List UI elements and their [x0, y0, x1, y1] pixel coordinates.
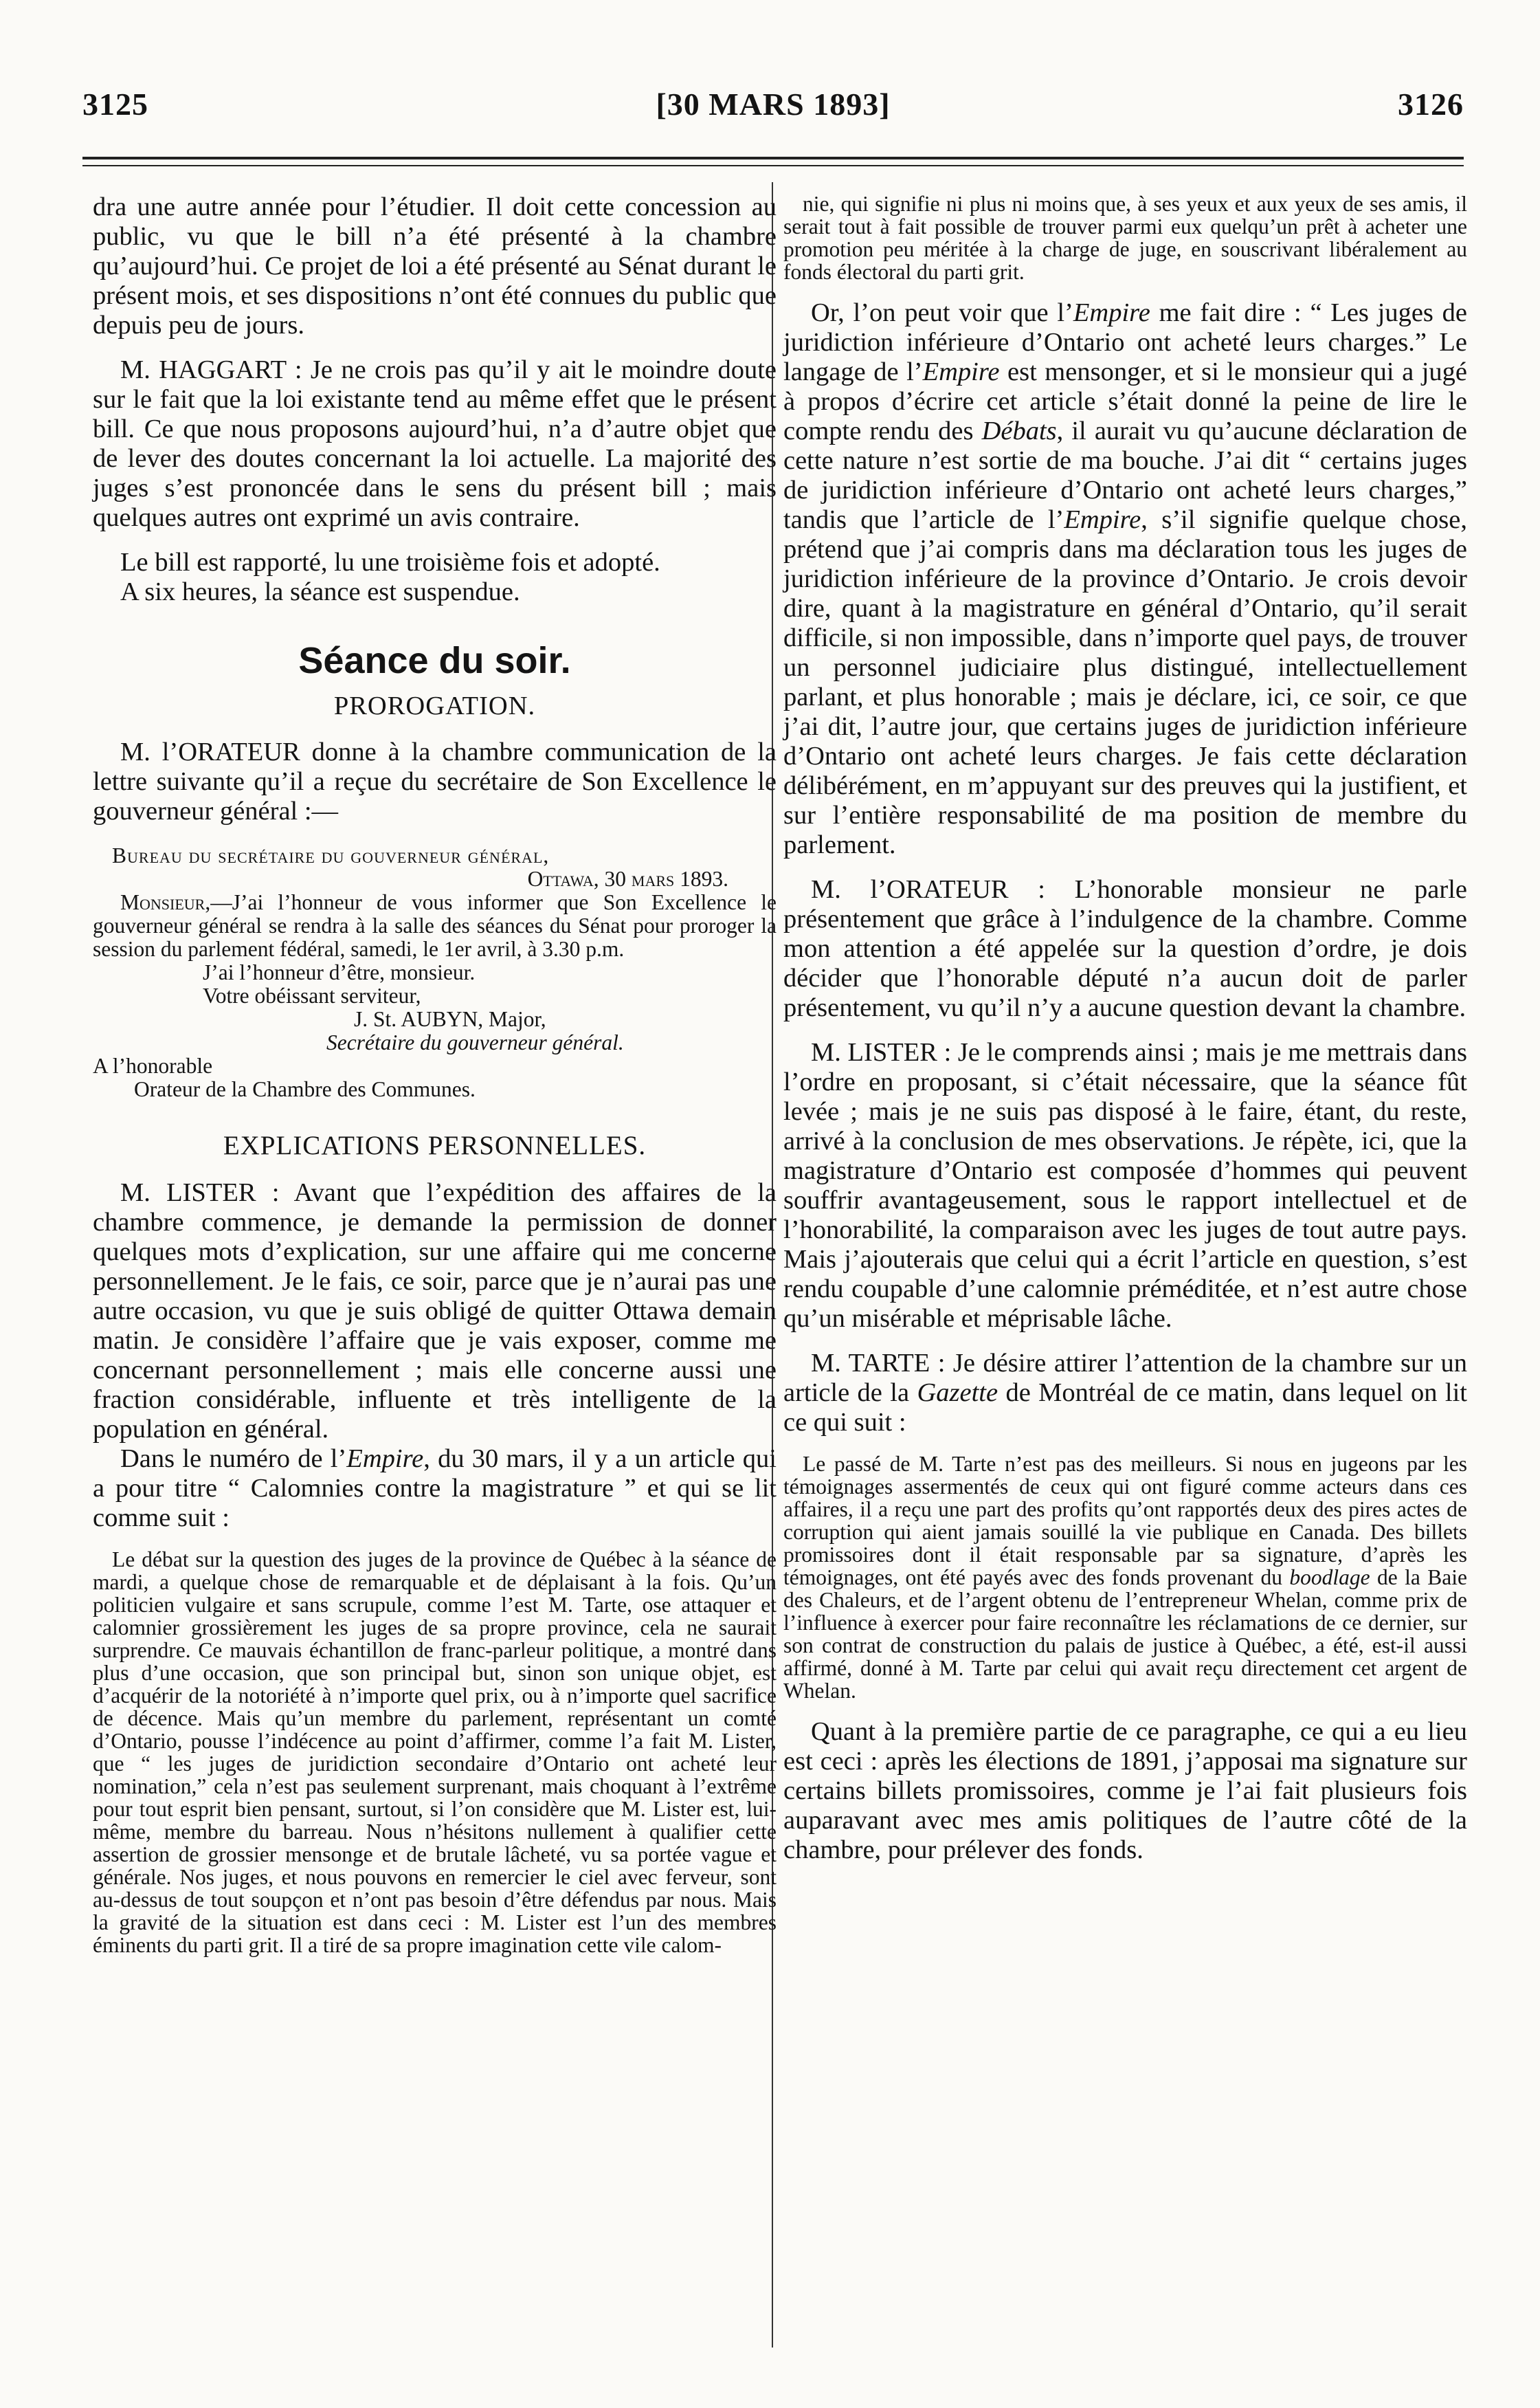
paragraph: Le bill est rapporté, lu une troisième fois et adopté.: [120, 548, 660, 577]
letter-place-date: Ottawa, 30 mars 1893.: [527, 867, 728, 891]
letter-salutation: Monsieur,: [120, 890, 211, 914]
section-title-explications: EXPLICATIONS PERSONNELLES.: [223, 1131, 647, 1160]
letter-signature-title: Secrétaire du gouverneur général.: [326, 1030, 624, 1054]
quoted-article-gazette: [783, 1452, 1467, 1702]
quoted-article-continued: [783, 192, 1467, 283]
quote-text: Le débat sur la question des juges de la province de Québec à la séance de mardi, a quelque chose de remarquable et de déplaisant à la fois. Qu’un politicien vulgaire et sans scrupule, comme l’est M. Tarte, ose attaquer et calomnier grossièrement les juges de sa propre province, cela ne saurait surprendre. Ce mauvais échantillon de franc-parleur politique, a montré dans plus d’une occasion, que son principal but, sinon son unique objet, est d’acquérir de la notoriété à n’importe quel prix, ou à n’importe quel sacrifice de décence. Mais qu’un membre du parlement, représentant un comté d’Ontario, pousse l’indécence au point d’affirmer, comme l’a fait M. Lister, que “ les juges de juridiction secondaire d’Ontario ont acheté leur nomination,” cela n’est pas seulement surprenant, mais choquant à l’extrême pour tout esprit bien pensant, surtout, si l’on considère que M. Lister est, lui-même, membre du barreau. Nous n’hésitons nullement à qualifier cette assertion de grossier mensonge et de brutale lâcheté, vu sa portée vague et générale. Nos juges, et nous pouvons en remercier le ciel avec ferveur, sont au-dessus de tout soupçon et n’ont pas besoin d’être défendus par nous. Mais la gravité de la situation est dans ceci : M. Lister est l’un des membres éminents du parti grit. Il a tiré de sa propre imagination cette vile calom-: [93, 1547, 777, 1957]
speaker-name: M. HAGGART :: [120, 355, 302, 384]
page-number-right: 3126: [1398, 87, 1464, 122]
speaker-name: M. LISTER :: [811, 1038, 952, 1067]
paragraph-orateur: [783, 875, 1467, 1023]
quoted-article: [93, 1548, 777, 1956]
newspaper-name: Empire: [346, 1444, 424, 1473]
newspaper-name: Empire: [1073, 298, 1150, 327]
newspaper-name: Empire: [1064, 505, 1141, 534]
newspaper-name: Gazette: [917, 1378, 998, 1407]
letter-closing: J’ai l’honneur d’être, monsieur.: [203, 960, 476, 984]
letter-closing: Votre obéissant serviteur,: [203, 984, 421, 1008]
page-date: [30 MARS 1893]: [656, 87, 891, 122]
paragraph: Quant à la première partie de ce paragraphe, ce qui a eu lieu est ceci : après les élections de 1891, j’apposai ma signature sur certains billets promissoires, comme je l’ai fait plusieurs fois auparavant avec mes amis politiques de l’autre côté de la chambre, pour prélever des fonds.: [783, 1717, 1467, 1864]
paragraph-haggart: [93, 355, 777, 533]
paragraph: dra une autre année pour l’étudier. Il doit cette concession au public, vu que le bill n’a été présenté à la chambre qu’aujourd’hui. Ce projet de loi a été présenté au Sénat durant le présent mois, et ses dispositions n’ont été connues du public que depuis peu de jours.: [93, 192, 777, 340]
speaker-name: M. l’ORATEUR :: [811, 875, 1045, 904]
speaker-name: M. TARTE :: [811, 1349, 946, 1378]
letter-body: [93, 891, 777, 961]
section-subtitle-prorogation: PROROGATION.: [333, 692, 536, 720]
right-column: [783, 192, 1467, 1865]
paragraph-lister: [93, 1178, 777, 1444]
header-rule-thick: [82, 157, 1464, 159]
letter-sender: Bureau du secrétaire du gouverneur général,: [112, 843, 550, 868]
quote-text: nie, qui signifie ni plus ni moins que, à ses yeux et aux yeux de ses amis, il serait tout à fait possible de trouver parmi eux quelqu’un prêt à acheter une promotion peu méritée à la charge de juge, en souscrivant libéralement au fonds électoral du parti grit.: [783, 192, 1467, 284]
paragraph-lister: [783, 1038, 1467, 1334]
speaker-name: M. LISTER :: [120, 1178, 280, 1207]
speech-text: Avant que l’expédition des affaires de la chambre commence, je demande la permission de donner quelques mots d’explication, sur une affaire qui me concerne personnellement. Je le fais, ce soir, parce que je n’aurai pas une autre occasion, vu que je suis obligé de quitter Ottawa demain matin. Je considère l’affaire que je vais exposer, comme me concernant personnellement ; mais elle concerne aussi une fraction considérable, influente et très intelligente de la population en général.: [93, 1178, 777, 1444]
publication-name: Débats: [981, 417, 1057, 445]
quote-text: Le passé de M. Tarte n’est pas des meilleurs. Si nous en jugeons par les témoignages assermentés de ceux qui ont figuré comme acteurs dans ces affaires, il a reçu une part des profits qu’ont rapportés deux des pires actes de corruption qui aient jamais souillé la vie publique en Canada. Des billets promissoires dont il était responsable par sa signature, d’après les témoignages, ont été payés avec des fonds provenant du boodlage de la Baie des Chaleurs, et de l’argent obtenu de l’entrepreneur Whelan, comme prix de l’influence à exercer pour faire reconnaître les réclamations de ce dernier, sur son contrat de construction du palais de justice à Québec, a été, est-il aussi affirmé, donné à M. Tarte par celui qui avait reçu directement cet argent de Whelan.: [783, 1452, 1467, 1703]
page-number-left: 3125: [82, 87, 148, 122]
letter-body-text: —J’ai l’honneur de vous informer que Son Excellence le gouverneur général se rendra à la salle des séances du Sénat pour proroger la session du parlement fédéral, samedi, le 1er avril, à 3.30 p.m.: [93, 890, 777, 961]
speech-text: L’honorable monsieur ne parle présentement que grâce à l’indulgence de la chambre. Comme mon attention a été appelée sur la question d’ordre, je dois décider que l’honorable député n’a aucun doit de parler présentement, vu qu’il n’y a aucune question devant la chambre.: [783, 875, 1467, 1022]
left-column: [93, 192, 777, 1956]
letter-signature: J. St. AUBYN, Major,: [354, 1007, 546, 1031]
speech-text: Je le comprends ainsi ; mais je me mettrais dans l’ordre en proposant, si c’était nécessaire, que la séance fût levée ; mais je ne suis pas disposé à le faire, étant, du reste, arrivé à la conclusion de mes observations. Je répète, ici, que la magistrature d’Ontario est composée d’hommes qui peuvent souffrir avantageusement, sous le rapport intellectuel et de l’honorabilité, la comparaison avec les juges de tout autre pays. Mais j’ajouterais que celui qui a écrit l’article en question, s’est rendu coupable d’une calomnie préméditée, et n’est autre chose qu’un misérable et méprisable lâche.: [783, 1038, 1467, 1333]
letter-address: Orateur de la Chambre des Communes.: [134, 1077, 476, 1101]
letter-address: A l’honorable: [93, 1054, 213, 1078]
letter: [93, 844, 777, 1101]
speech-text: donne à la chambre communication de la lettre suivante qu’il a reçue du secrétaire de Son Excellence le gouverneur général :—: [93, 738, 777, 826]
speaker-name: M. l’ORATEUR: [120, 738, 300, 766]
section-title-seance: Séance du soir.: [298, 640, 571, 681]
page-header: [82, 86, 1464, 134]
paragraph: A six heures, la séance est suspendue.: [120, 577, 520, 606]
paragraph-orateur: [93, 738, 777, 826]
newspaper-name: Empire: [922, 357, 1000, 386]
speech-text: Je ne crois pas qu’il y ait le moindre doute sur le fait que la loi existante tend au même effet que le présent bill. Ce que nous proposons aujourd’hui, n’a d’autre objet que de lever des doutes concernant la loi actuelle. La majorité des juges s’est prononcée dans le sens du présent bill ; mais quelques autres ont exprimé un avis contraire.: [93, 355, 777, 532]
header-rule-thin: [82, 165, 1464, 166]
paragraph: Dans le numéro de l’Empire, du 30 mars, il y a un article qui a pour titre “ Calomnies contre la magistrature ” et qui se lit comme suit :: [93, 1444, 777, 1532]
paragraph-tarte: M. TARTE : Je désire attirer l’attention de la chambre sur un article de la Gazette de Montréal de ce matin, dans lequel on lit ce qui suit :: [783, 1349, 1467, 1437]
paragraph: Or, l’on peut voir que l’Empire me fait dire : “ Les juges de juridiction inférieure d’Ontario ont acheté leurs charges.” Le langage de l’Empire est mensonger, et si le monsieur qui a jugé à propos d’écrire cet article s’était donné la peine de lire le compte rendu des Débats, il aurait vu qu’aucune déclaration de cette nature n’est sortie de ma bouche. J’ai dit “ certains juges de juridiction inférieure d’Ontario ont acheté leurs charges,” tandis que l’article de l’Empire, s’il signifie quelque chose, prétend que j’ai compris dans ma déclaration tous les juges de juridiction inférieure de la province d’Ontario. Je crois devoir dire, quant à la magistrature en général d’Ontario, qu’il serait difficile, si non impossible, dans n’importe quel pays, de trouver un personnel judiciaire plus distingué, intellectuellement parlant, et plus honorable ; mais je déclare, ici, ce soir, ce que j’ai dit, l’autre jour, que certains juges de juridiction inférieure d’Ontario ont acheté leurs charges. Je fais cette déclaration délibérément, en m’appuyant sur des preuves qui la justifient, et sur l’entière responsabilité de ma position de membre du parlement.: [783, 298, 1467, 859]
